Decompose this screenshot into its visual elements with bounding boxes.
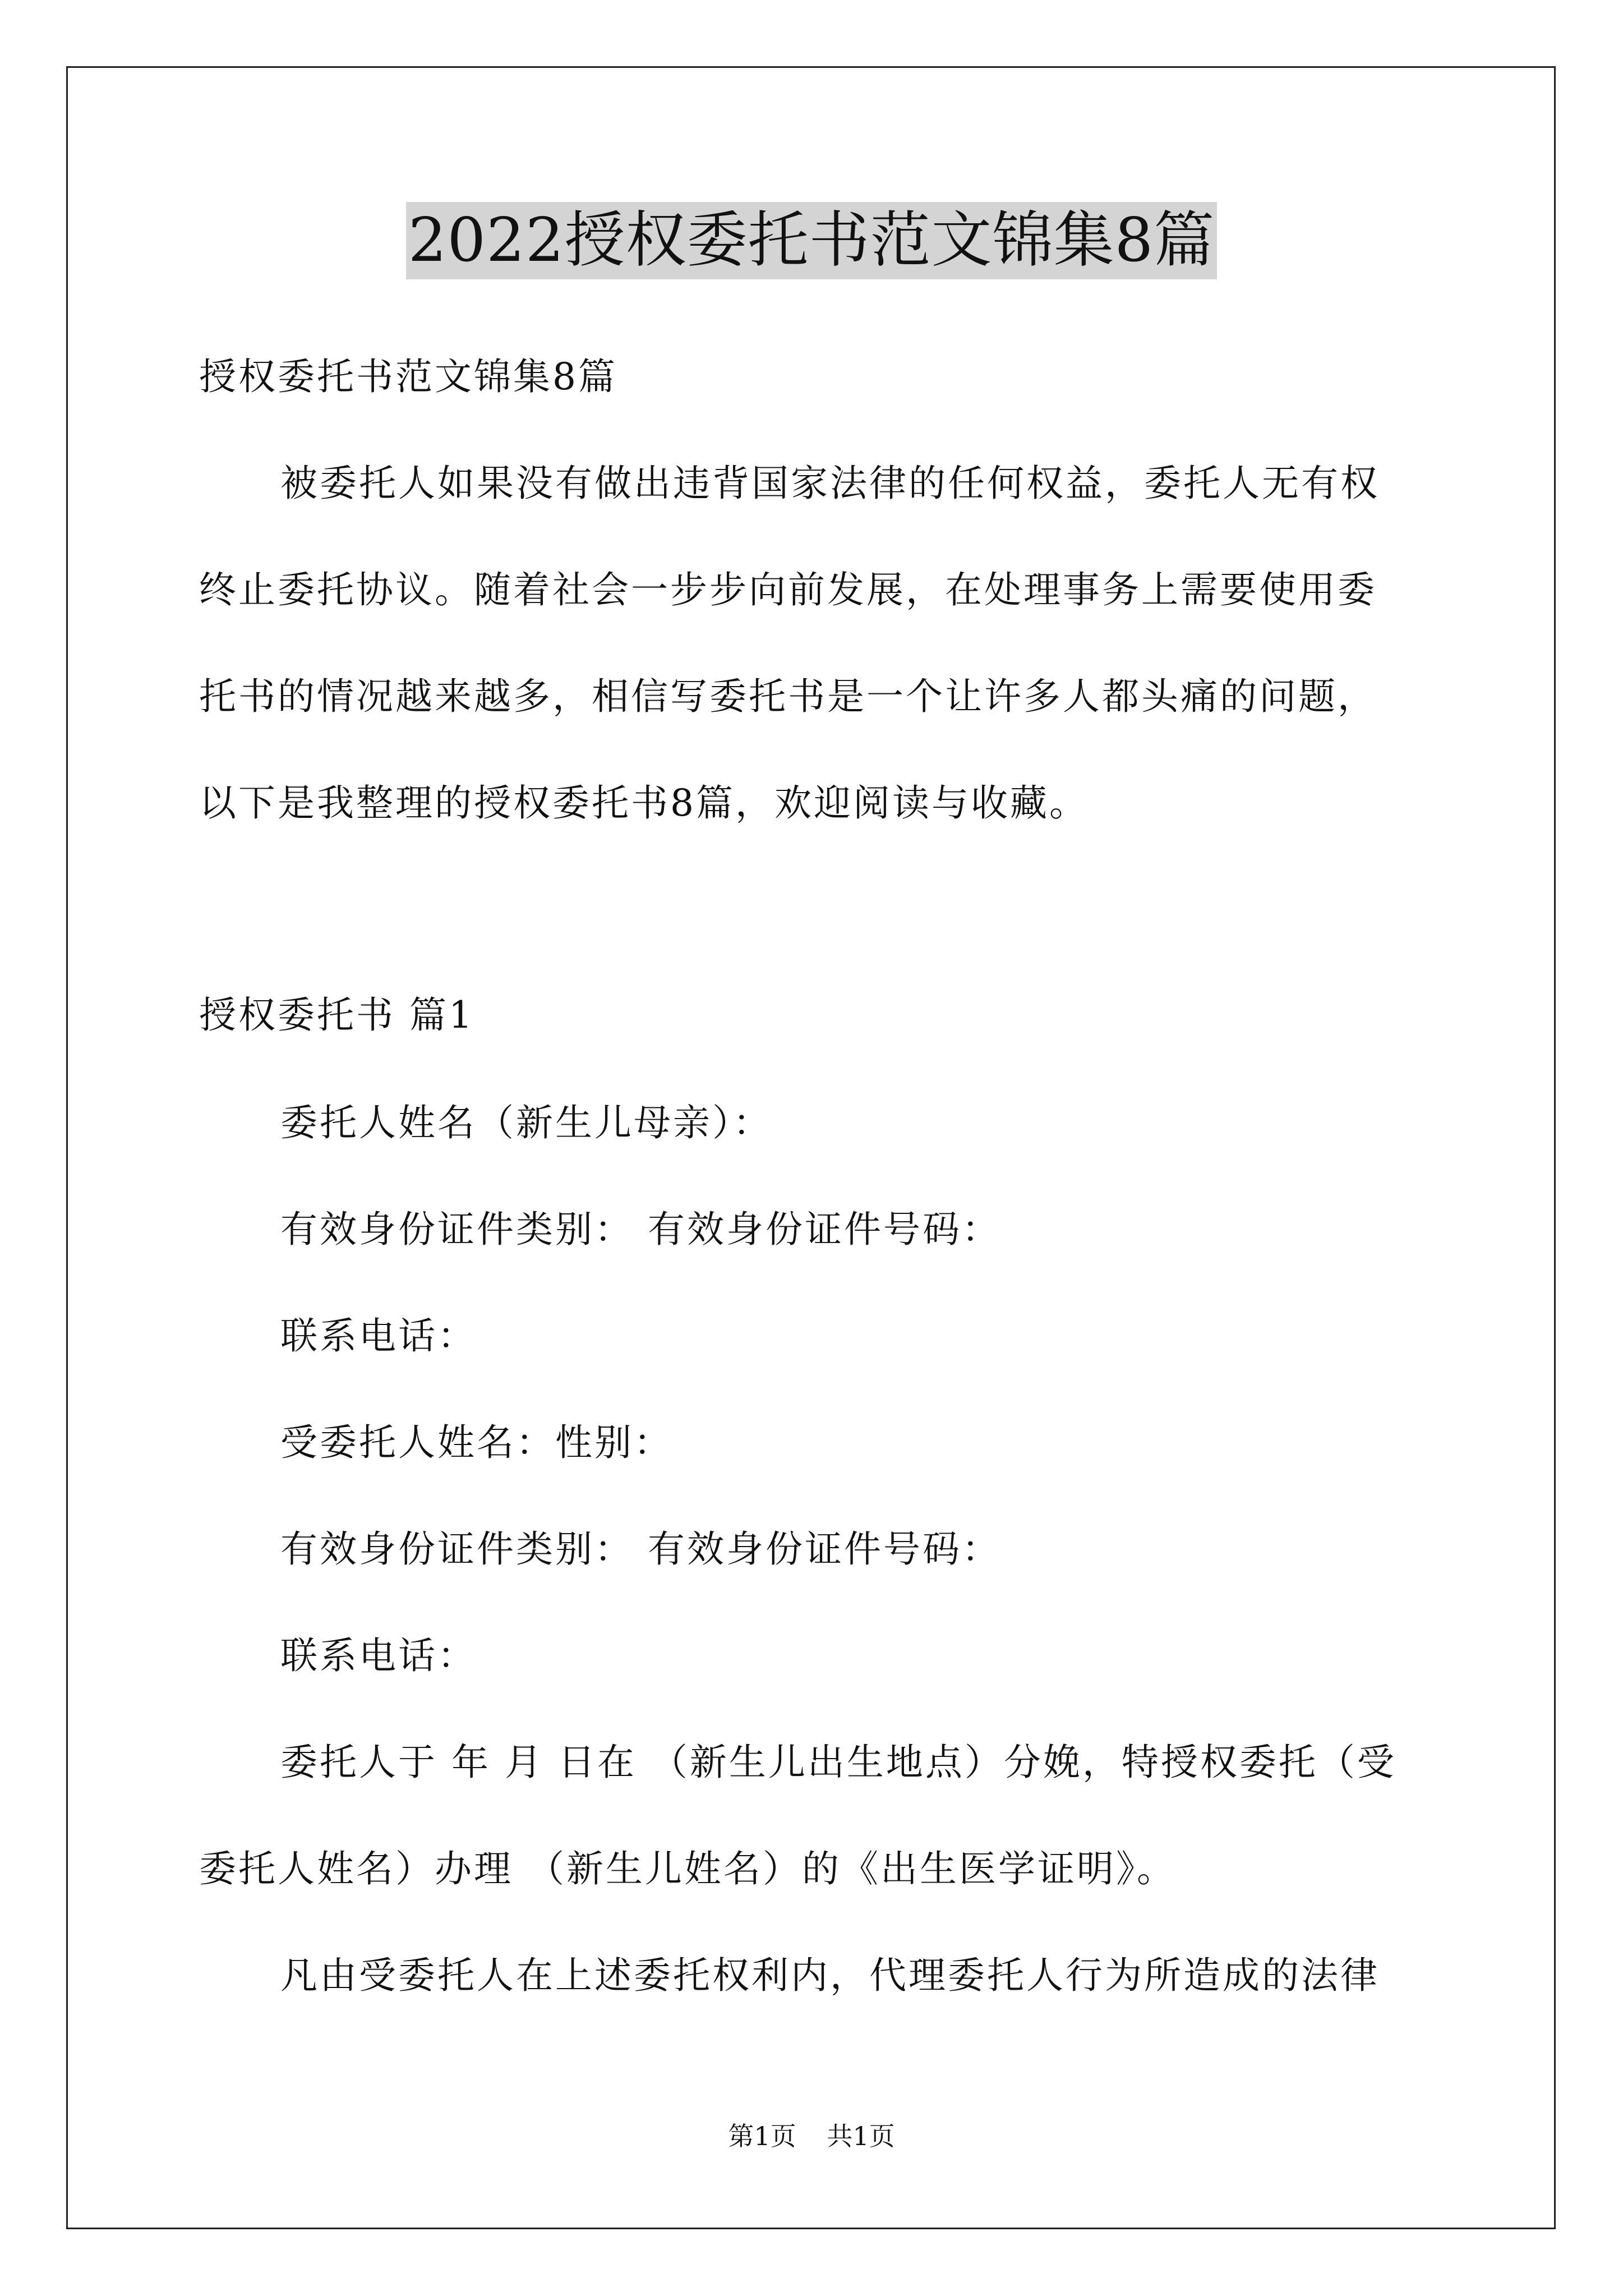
body-line: 有效身份证件类别： 有效身份证件号码：: [280, 1208, 1001, 1251]
body-line: 受委托人姓名：性别：: [280, 1421, 673, 1464]
intro-line: 以下是我整理的授权委托书8篇，欢迎阅读与收藏。: [199, 781, 1089, 825]
body-line: 联系电话：: [280, 1314, 477, 1358]
section-heading: 授权委托书 篇1: [199, 993, 474, 1037]
intro-line: 托书的情况越来越多，相信写委托书是一个让许多人都头痛的问题，: [199, 675, 1377, 718]
body-line: 联系电话：: [280, 1634, 477, 1677]
body-line: 委托人姓名（新生儿母亲）：: [280, 1101, 772, 1144]
body-line: 委托人姓名）办理 （新生儿姓名）的《出生医学证明》。: [199, 1847, 1176, 1890]
document-title: 2022授权委托书范文锦集8篇: [406, 202, 1218, 279]
page-number: 第1页: [728, 2121, 796, 2151]
body-line: 有效身份证件类别： 有效身份证件号码：: [280, 1527, 1001, 1571]
body-line: 凡由受委托人在上述委托权利内，代理委托人行为所造成的法律: [280, 1954, 1380, 1997]
title-container: [0, 202, 1623, 279]
body-line: 委托人于 年 月 日在 （新生儿出生地点）分娩，特授权委托（受: [280, 1741, 1396, 1784]
page-total: 共1页: [827, 2121, 895, 2151]
intro-line: 被委托人如果没有做出违背国家法律的任何权益，委托人无有权: [280, 462, 1380, 505]
intro-line: 终止委托协议。随着社会一步步向前发展，在处理事务上需要使用委: [199, 568, 1377, 611]
page-footer: [0, 2120, 1623, 2152]
document-subtitle: 授权委托书范文锦集8篇: [199, 355, 617, 398]
